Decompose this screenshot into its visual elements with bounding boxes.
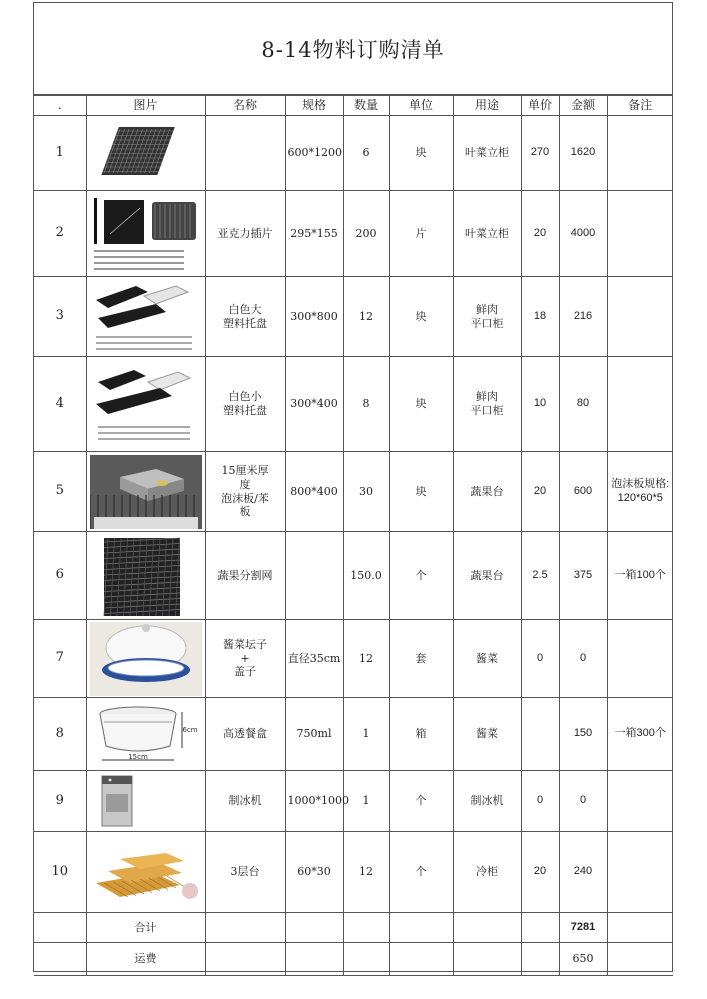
svg-text:6cm: 6cm [181,726,198,734]
item-spec: 750ml [285,698,343,771]
item-unit: 块 [389,116,453,191]
item-unit: 个 [389,771,453,832]
item-amount: 600 [559,452,607,532]
item-note: 一箱300个 [607,698,673,771]
item-price: 20 [521,452,559,532]
item-name: 蔬果分割网 [205,532,285,620]
item-unit: 块 [389,277,453,357]
foam-board-display-image [90,455,202,529]
item-spec [285,532,343,620]
item-unit: 箱 [389,698,453,771]
row-index: 7 [34,620,86,698]
item-note [607,191,673,277]
item-use: 冷柜 [453,832,521,913]
row-index: 3 [34,277,86,357]
item-image [86,357,205,452]
acrylic-divider-image [90,194,202,274]
item-qty: 1 [343,771,389,832]
table-row [34,771,673,832]
item-unit: 块 [389,357,453,452]
sheet-title: 8-14物料订购清单 [34,3,672,95]
table-row [34,116,673,191]
total-amount: 7281 [559,913,607,943]
table-row [34,452,673,532]
item-image [86,771,205,832]
header-row [34,96,673,116]
shipping-amount: 650 [559,943,607,976]
item-amount: 4000 [559,191,607,277]
item-name: 15厘米厚 度 泡沫板/苯 板 [205,452,285,532]
item-spec: 1000*1000 [285,771,343,832]
item-qty: 12 [343,277,389,357]
header-amount: 金额 [559,96,607,116]
item-price: 20 [521,191,559,277]
item-name: 白色大 塑料托盘 [205,277,285,357]
header-note: 备注 [607,96,673,116]
row-index: 1 [34,116,86,191]
row-index: 8 [34,698,86,771]
item-note [607,116,673,191]
table-row [34,277,673,357]
order-sheet [33,2,673,972]
item-amount: 375 [559,532,607,620]
item-use: 蔬果台 [453,452,521,532]
item-name: 高透餐盒 [205,698,285,771]
header-qty: 数量 [343,96,389,116]
item-image [86,277,205,357]
item-use: 制冰机 [453,771,521,832]
shipping-label: 运费 [86,943,205,976]
item-price: 18 [521,277,559,357]
item-use: 叶菜立柜 [453,191,521,277]
table-row [34,620,673,698]
item-name: 酱菜坛子 + 盖子 [205,620,285,698]
item-use: 蔬果台 [453,532,521,620]
item-use: 叶菜立柜 [453,116,521,191]
table-row [34,698,673,771]
item-price: 0 [521,771,559,832]
item-image [86,116,205,191]
item-qty: 200 [343,191,389,277]
small-plastic-tray-image [90,360,202,448]
divider-net-image [90,534,202,618]
item-image [86,832,205,913]
grid-shelf-board-image [91,121,201,185]
row-index: 2 [34,191,86,277]
header-use: 用途 [453,96,521,116]
table-row [34,532,673,620]
ice-machine-image [90,774,202,828]
item-price: 10 [521,357,559,452]
item-qty: 150.0 [343,532,389,620]
total-row [34,913,673,943]
row-index: 10 [34,832,86,913]
item-name: 亚克力插片 [205,191,285,277]
clear-food-box-image [90,702,202,766]
item-name: 3层台 [205,832,285,913]
header-image: 图片 [86,96,205,116]
row-index: 6 [34,532,86,620]
item-use: 酱菜 [453,698,521,771]
item-unit: 块 [389,452,453,532]
item-image [86,698,205,771]
item-spec: 60*30 [285,832,343,913]
item-use: 酱菜 [453,620,521,698]
item-amount: 1620 [559,116,607,191]
item-spec: 300*800 [285,277,343,357]
item-qty: 12 [343,832,389,913]
item-note: 泡沫板规格: 120*60*5 [607,452,673,532]
item-note [607,771,673,832]
item-note [607,832,673,913]
item-amount: 0 [559,620,607,698]
svg-text:15cm: 15cm [127,753,148,761]
shipping-row [34,943,673,976]
item-qty: 12 [343,620,389,698]
table-row [34,191,673,277]
table-row [34,832,673,913]
item-qty: 8 [343,357,389,452]
item-spec: 600*1200 [285,116,343,191]
item-amount: 80 [559,357,607,452]
item-qty: 30 [343,452,389,532]
item-image [86,191,205,277]
item-note [607,620,673,698]
item-unit: 片 [389,191,453,277]
item-name: 制冰机 [205,771,285,832]
item-image [86,532,205,620]
item-name [205,116,285,191]
header-index: . [34,96,86,116]
item-price: 0 [521,620,559,698]
item-unit: 个 [389,532,453,620]
row-index: 4 [34,357,86,452]
item-amount: 0 [559,771,607,832]
large-plastic-tray-image [90,280,202,354]
three-tier-stand-image [90,839,202,905]
row-index: 5 [34,452,86,532]
item-amount: 216 [559,277,607,357]
item-price: 2.5 [521,532,559,620]
item-note [607,277,673,357]
item-image [86,620,205,698]
item-price: 270 [521,116,559,191]
table-row [34,357,673,452]
item-unit: 个 [389,832,453,913]
item-qty: 1 [343,698,389,771]
item-qty: 6 [343,116,389,191]
item-spec: 直径35cm [285,620,343,698]
header-spec: 规格 [285,96,343,116]
item-spec: 300*400 [285,357,343,452]
item-unit: 套 [389,620,453,698]
item-use: 鲜肉 平口柜 [453,277,521,357]
header-name: 名称 [205,96,285,116]
header-unit: 单位 [389,96,453,116]
order-table [34,95,673,976]
pickle-jar-image [90,622,202,696]
header-price: 单价 [521,96,559,116]
item-use: 鲜肉 平口柜 [453,357,521,452]
item-image [86,452,205,532]
item-amount: 150 [559,698,607,771]
item-spec: 295*155 [285,191,343,277]
item-note: 一箱100个 [607,532,673,620]
total-label: 合计 [86,913,205,943]
item-price [521,698,559,771]
item-note [607,357,673,452]
item-name: 白色小 塑料托盘 [205,357,285,452]
item-amount: 240 [559,832,607,913]
row-index: 9 [34,771,86,832]
item-price: 20 [521,832,559,913]
item-spec: 800*400 [285,452,343,532]
